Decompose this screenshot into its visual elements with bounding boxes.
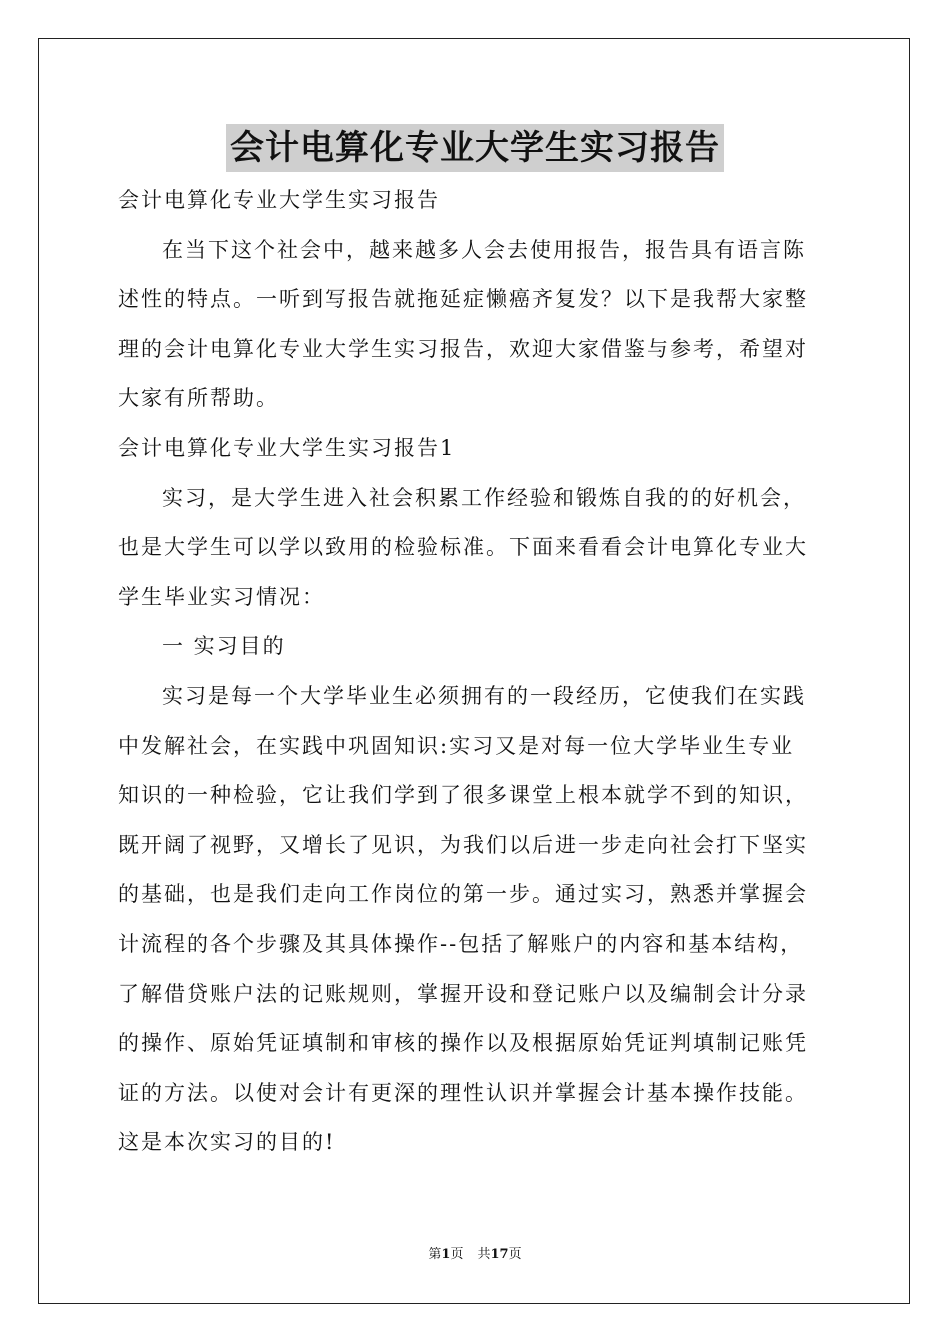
- body-text-line: 大家有所帮助。: [118, 386, 279, 411]
- body-text-line: 一 实习目的: [162, 634, 286, 659]
- body-text-line: 也是大学生可以学以致用的检验标准。下面来看看会计电算化专业大: [118, 535, 808, 560]
- footer-page-total: 17: [490, 1247, 509, 1262]
- body-text-line: 实习，是大学生进入社会积累工作经验和锻炼自我的的好机会，: [162, 485, 806, 510]
- body-text-line: 的基础，也是我们走向工作岗位的第一步。通过实习，熟悉并掌握会: [118, 882, 808, 907]
- document-body: [118, 176, 836, 1168]
- body-text-line: 中发解社会，在实践中巩固知识:实习又是对每一位大学毕业生专业: [118, 733, 795, 758]
- body-text-line: 理的会计电算化专业大学生实习报告，欢迎大家借鉴与参考，希望对: [118, 336, 808, 361]
- footer-total-prefix: 共: [477, 1247, 491, 1262]
- body-text-line: 计流程的各个步骤及其具体操作--包括了解账户的内容和基本结构，: [118, 931, 804, 956]
- body-text-line: 会计电算化专业大学生实习报告1: [118, 435, 456, 460]
- body-text-line: 学生毕业实习情况：: [118, 584, 325, 609]
- body-text-line: 证的方法。以使对会计有更深的理性认识并掌握会计基本操作技能。: [118, 1080, 808, 1105]
- page-footer: [0, 1246, 950, 1264]
- body-text-line: 既开阔了视野，又增长了见识，为我们以后进一步走向社会打下坚实: [118, 832, 808, 857]
- footer-page-prefix: 第: [428, 1247, 442, 1262]
- footer-page-suffix: 页: [450, 1247, 464, 1262]
- body-text-line: 这是本次实习的目的!: [118, 1130, 336, 1155]
- body-text-line: 了解借贷账户法的记账规则，掌握开设和登记账户以及编制会计分录: [118, 981, 808, 1006]
- footer-page-current: 1: [441, 1247, 451, 1262]
- body-text-line: 实习是每一个大学毕业生必须拥有的一段经历，它使我们在实践: [162, 683, 806, 708]
- document-title: 会计电算化专业大学生实习报告: [226, 124, 724, 172]
- body-text-line: 会计电算化专业大学生实习报告: [118, 188, 440, 212]
- body-text-line: 知识的一种检验，它让我们学到了很多课堂上根本就学不到的知识，: [118, 783, 808, 808]
- body-text-line: 的操作、原始凭证填制和审核的操作以及根据原始凭证判填制记账凭: [118, 1031, 808, 1056]
- document-title-block: [0, 124, 950, 172]
- body-text-line: 在当下这个社会中，越来越多人会去使用报告，报告具有语言陈: [162, 237, 806, 262]
- body-text-line: 述性的特点。一听到写报告就拖延症懒癌齐复发？以下是我帮大家整: [118, 287, 808, 312]
- footer-total-suffix: 页: [508, 1247, 522, 1262]
